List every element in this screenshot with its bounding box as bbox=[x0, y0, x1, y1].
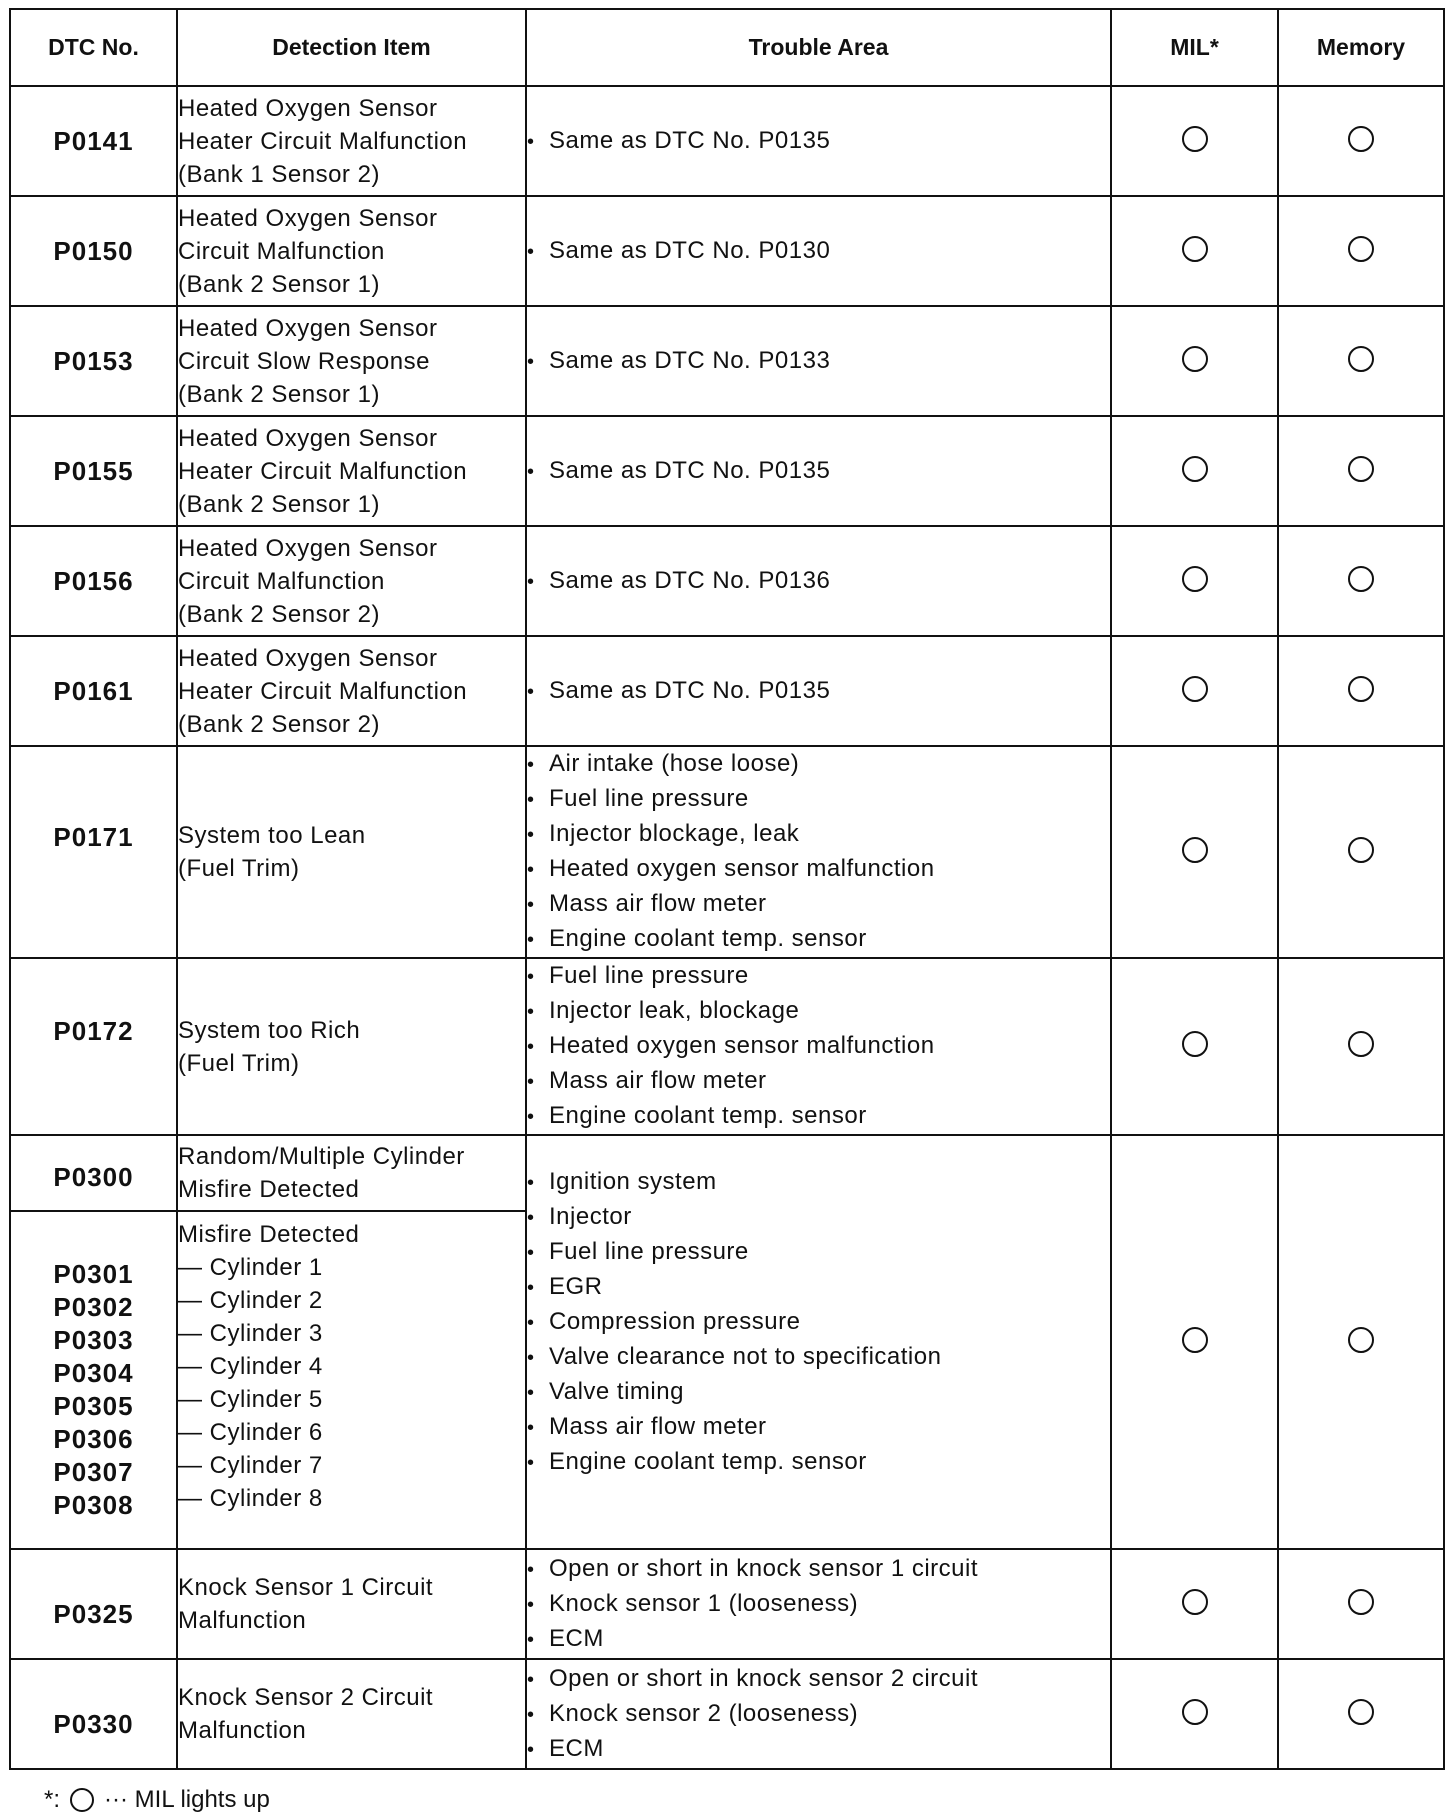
mil-cell bbox=[1111, 526, 1278, 636]
circle-icon bbox=[1348, 346, 1374, 372]
memory-cell bbox=[1278, 86, 1444, 196]
header-mil: MIL* bbox=[1111, 9, 1278, 86]
footnote-mark: *: bbox=[44, 1786, 61, 1813]
memory-cell bbox=[1278, 636, 1444, 746]
trouble-area bbox=[526, 958, 1111, 1135]
detection-line: Heated Oxygen Sensor bbox=[178, 534, 438, 562]
mil-cell bbox=[1111, 306, 1278, 416]
dtc-code: P0153 bbox=[10, 306, 177, 416]
trouble-line: • Fuel line pressure bbox=[527, 959, 1110, 994]
trouble-line: • Fuel line pressure bbox=[527, 1235, 1110, 1270]
dtc-code: P0303 bbox=[53, 1325, 134, 1355]
circle-icon bbox=[1182, 676, 1208, 702]
memory-cell bbox=[1278, 1549, 1444, 1659]
trouble-line: • Open or short in knock sensor 2 circuit bbox=[527, 1662, 1110, 1697]
detection-item bbox=[177, 306, 526, 416]
dtc-code: P0330 bbox=[10, 1659, 177, 1769]
circle-icon bbox=[1348, 1589, 1374, 1615]
circle-icon bbox=[1348, 837, 1374, 863]
dtc-code: P0141 bbox=[10, 86, 177, 196]
detection-line: Knock Sensor 2 Circuit bbox=[178, 1684, 434, 1711]
dtc-code: P0304 bbox=[53, 1358, 134, 1388]
detection-item bbox=[177, 416, 526, 526]
circle-icon bbox=[1348, 1327, 1374, 1353]
memory-cell bbox=[1278, 958, 1444, 1135]
table-row bbox=[10, 526, 1444, 636]
trouble-line: • ECM bbox=[527, 1622, 1110, 1657]
circle-icon bbox=[1182, 236, 1208, 262]
detection-line: — Cylinder 4 bbox=[178, 1350, 525, 1383]
detection-line: Malfunction bbox=[178, 1607, 307, 1634]
circle-icon bbox=[1348, 126, 1374, 152]
trouble-line: • Engine coolant temp. sensor bbox=[527, 922, 1110, 957]
trouble-line: • Heated oxygen sensor malfunction bbox=[527, 852, 1110, 887]
dtc-code: P0302 bbox=[53, 1292, 134, 1322]
detection-line: Heater Circuit Malfunction bbox=[178, 677, 468, 705]
circle-icon bbox=[1182, 1589, 1208, 1615]
mil-cell bbox=[1111, 416, 1278, 526]
detection-line: Heated Oxygen Sensor bbox=[178, 94, 438, 122]
detection-line: (Bank 2 Sensor 2) bbox=[178, 600, 380, 628]
memory-cell bbox=[1278, 416, 1444, 526]
table-row bbox=[10, 958, 1444, 1135]
circle-icon bbox=[1348, 456, 1374, 482]
trouble-line: • ECM bbox=[527, 1732, 1110, 1767]
circle-icon bbox=[1348, 236, 1374, 262]
dtc-code: P0300 bbox=[10, 1135, 177, 1211]
trouble-area bbox=[526, 306, 1111, 416]
trouble-area bbox=[526, 1135, 1111, 1549]
detection-item bbox=[177, 636, 526, 746]
dtc-code: P0301 bbox=[53, 1259, 134, 1289]
circle-icon bbox=[1182, 456, 1208, 482]
circle-icon bbox=[1348, 1031, 1374, 1057]
detection-line: Circuit Malfunction bbox=[178, 237, 385, 265]
detection-line: Heater Circuit Malfunction bbox=[178, 457, 468, 485]
trouble-area bbox=[526, 526, 1111, 636]
memory-cell bbox=[1278, 306, 1444, 416]
mil-cell bbox=[1111, 196, 1278, 306]
header-detection: Detection Item bbox=[177, 9, 526, 86]
circle-icon bbox=[1182, 837, 1208, 863]
circle-icon bbox=[1182, 1031, 1208, 1057]
memory-cell bbox=[1278, 196, 1444, 306]
table-row bbox=[10, 416, 1444, 526]
detection-line: Random/Multiple Cylinder bbox=[178, 1143, 465, 1170]
detection-line: — Cylinder 8 bbox=[178, 1482, 525, 1515]
trouble-line: • Same as DTC No. P0135 bbox=[527, 454, 1110, 489]
trouble-line: • Same as DTC No. P0136 bbox=[527, 564, 1110, 599]
detection-line: Misfire Detected bbox=[178, 1176, 360, 1203]
detection-line: (Fuel Trim) bbox=[178, 855, 300, 882]
detection-line: Heater Circuit Malfunction bbox=[178, 127, 468, 155]
trouble-area bbox=[526, 746, 1111, 958]
circle-icon bbox=[1348, 676, 1374, 702]
trouble-line: • Mass air flow meter bbox=[527, 887, 1110, 922]
dtc-code: P0171 bbox=[10, 746, 177, 958]
trouble-line: • Valve clearance not to specification bbox=[527, 1340, 1110, 1375]
detection-line: (Bank 2 Sensor 2) bbox=[178, 710, 380, 738]
memory-cell bbox=[1278, 526, 1444, 636]
dtc-code: P0161 bbox=[10, 636, 177, 746]
trouble-line: • Injector leak, blockage bbox=[527, 994, 1110, 1029]
mil-cell bbox=[1111, 1135, 1278, 1549]
trouble-line: • Air intake (hose loose) bbox=[527, 747, 1110, 782]
detection-line: — Cylinder 5 bbox=[178, 1383, 525, 1416]
trouble-line: • Valve timing bbox=[527, 1375, 1110, 1410]
detection-line: (Bank 2 Sensor 1) bbox=[178, 490, 380, 518]
table-row bbox=[10, 1659, 1444, 1769]
mil-cell bbox=[1111, 86, 1278, 196]
mil-cell bbox=[1111, 1659, 1278, 1769]
circle-icon bbox=[70, 1788, 94, 1812]
trouble-area bbox=[526, 1659, 1111, 1769]
detection-item bbox=[177, 958, 526, 1135]
trouble-area bbox=[526, 86, 1111, 196]
table-row bbox=[10, 636, 1444, 746]
trouble-area bbox=[526, 1549, 1111, 1659]
trouble-line: • Mass air flow meter bbox=[527, 1064, 1110, 1099]
detection-item bbox=[177, 1659, 526, 1769]
detection-line: — Cylinder 7 bbox=[178, 1449, 525, 1482]
detection-line: Heated Oxygen Sensor bbox=[178, 314, 438, 342]
table-row bbox=[10, 86, 1444, 196]
detection-line: Knock Sensor 1 Circuit bbox=[178, 1574, 434, 1601]
footnote-text: ··· MIL lights up bbox=[104, 1786, 270, 1813]
trouble-line: • Mass air flow meter bbox=[527, 1410, 1110, 1445]
detection-line: Heated Oxygen Sensor bbox=[178, 424, 438, 452]
detection-line: — Cylinder 6 bbox=[178, 1416, 525, 1449]
dtc-code: P0155 bbox=[10, 416, 177, 526]
table-row bbox=[10, 1549, 1444, 1659]
detection-line: System too Rich bbox=[178, 1016, 361, 1044]
detection-item bbox=[177, 196, 526, 306]
mil-cell bbox=[1111, 1549, 1278, 1659]
detection-item bbox=[177, 86, 526, 196]
mil-cell bbox=[1111, 958, 1278, 1135]
detection-line: Malfunction bbox=[178, 1717, 307, 1744]
detection-line: Heated Oxygen Sensor bbox=[178, 644, 438, 672]
header-trouble: Trouble Area bbox=[526, 9, 1111, 86]
dtc-code: P0307 bbox=[53, 1457, 134, 1487]
dtc-code: P0305 bbox=[53, 1391, 134, 1421]
trouble-line: • Heated oxygen sensor malfunction bbox=[527, 1029, 1110, 1064]
trouble-area bbox=[526, 636, 1111, 746]
circle-icon bbox=[1348, 566, 1374, 592]
header-memory: Memory bbox=[1278, 9, 1444, 86]
trouble-line: • Knock sensor 2 (looseness) bbox=[527, 1697, 1110, 1732]
trouble-line: • Same as DTC No. P0133 bbox=[527, 344, 1110, 379]
detection-line: (Bank 1 Sensor 2) bbox=[178, 160, 380, 188]
trouble-line: • Engine coolant temp. sensor bbox=[527, 1099, 1110, 1134]
trouble-area bbox=[526, 196, 1111, 306]
circle-icon bbox=[1182, 566, 1208, 592]
dtc-table bbox=[9, 8, 1445, 1770]
detection-item bbox=[177, 1135, 526, 1211]
table-row bbox=[10, 306, 1444, 416]
dtc-code-list bbox=[10, 1211, 177, 1549]
dtc-code: P0156 bbox=[10, 526, 177, 636]
table-row bbox=[10, 1135, 1444, 1211]
detection-line: System too Lean bbox=[178, 822, 366, 849]
detection-item bbox=[177, 1549, 526, 1659]
circle-icon bbox=[1182, 346, 1208, 372]
circle-icon bbox=[1348, 1699, 1374, 1725]
trouble-line: • Ignition system bbox=[527, 1165, 1110, 1200]
dtc-code: P0150 bbox=[10, 196, 177, 306]
mil-cell bbox=[1111, 636, 1278, 746]
memory-cell bbox=[1278, 746, 1444, 958]
trouble-line: • Knock sensor 1 (looseness) bbox=[527, 1587, 1110, 1622]
trouble-line: • Same as DTC No. P0135 bbox=[527, 674, 1110, 709]
trouble-line: • Injector blockage, leak bbox=[527, 817, 1110, 852]
detection-line: (Bank 2 Sensor 1) bbox=[178, 270, 380, 298]
circle-icon bbox=[1182, 1327, 1208, 1353]
detection-line: — Cylinder 1 bbox=[178, 1251, 525, 1284]
trouble-line: • Same as DTC No. P0130 bbox=[527, 234, 1110, 269]
table-row bbox=[10, 196, 1444, 306]
detection-line: Heated Oxygen Sensor bbox=[178, 204, 438, 232]
trouble-line: • Open or short in knock sensor 1 circuit bbox=[527, 1552, 1110, 1587]
dtc-code: P0308 bbox=[53, 1490, 134, 1520]
trouble-line: • Injector bbox=[527, 1200, 1110, 1235]
trouble-area bbox=[526, 416, 1111, 526]
dtc-code: P0172 bbox=[10, 958, 177, 1135]
detection-line: Circuit Malfunction bbox=[178, 567, 385, 595]
header-dtc: DTC No. bbox=[10, 9, 177, 86]
memory-cell bbox=[1278, 1659, 1444, 1769]
detection-item bbox=[177, 526, 526, 636]
trouble-line: • Same as DTC No. P0135 bbox=[527, 124, 1110, 159]
mil-cell bbox=[1111, 746, 1278, 958]
dtc-code: P0306 bbox=[53, 1424, 134, 1454]
detection-line: — Cylinder 2 bbox=[178, 1284, 525, 1317]
trouble-line: • Fuel line pressure bbox=[527, 782, 1110, 817]
table-row bbox=[10, 746, 1444, 958]
detection-line: Misfire Detected bbox=[178, 1221, 360, 1248]
circle-icon bbox=[1182, 1699, 1208, 1725]
footnote bbox=[44, 1786, 270, 1814]
detection-line: — Cylinder 3 bbox=[178, 1317, 525, 1350]
trouble-line: • Engine coolant temp. sensor bbox=[527, 1445, 1110, 1480]
dtc-code: P0325 bbox=[10, 1549, 177, 1659]
memory-cell bbox=[1278, 1135, 1444, 1549]
header-row bbox=[10, 9, 1444, 86]
detection-line: (Bank 2 Sensor 1) bbox=[178, 380, 380, 408]
detection-line: Circuit Slow Response bbox=[178, 347, 430, 375]
detection-line: (Fuel Trim) bbox=[178, 1049, 300, 1077]
circle-icon bbox=[1182, 126, 1208, 152]
detection-item bbox=[177, 1211, 526, 1549]
detection-item bbox=[177, 746, 526, 958]
trouble-line: • Compression pressure bbox=[527, 1305, 1110, 1340]
trouble-line: • EGR bbox=[527, 1270, 1110, 1305]
